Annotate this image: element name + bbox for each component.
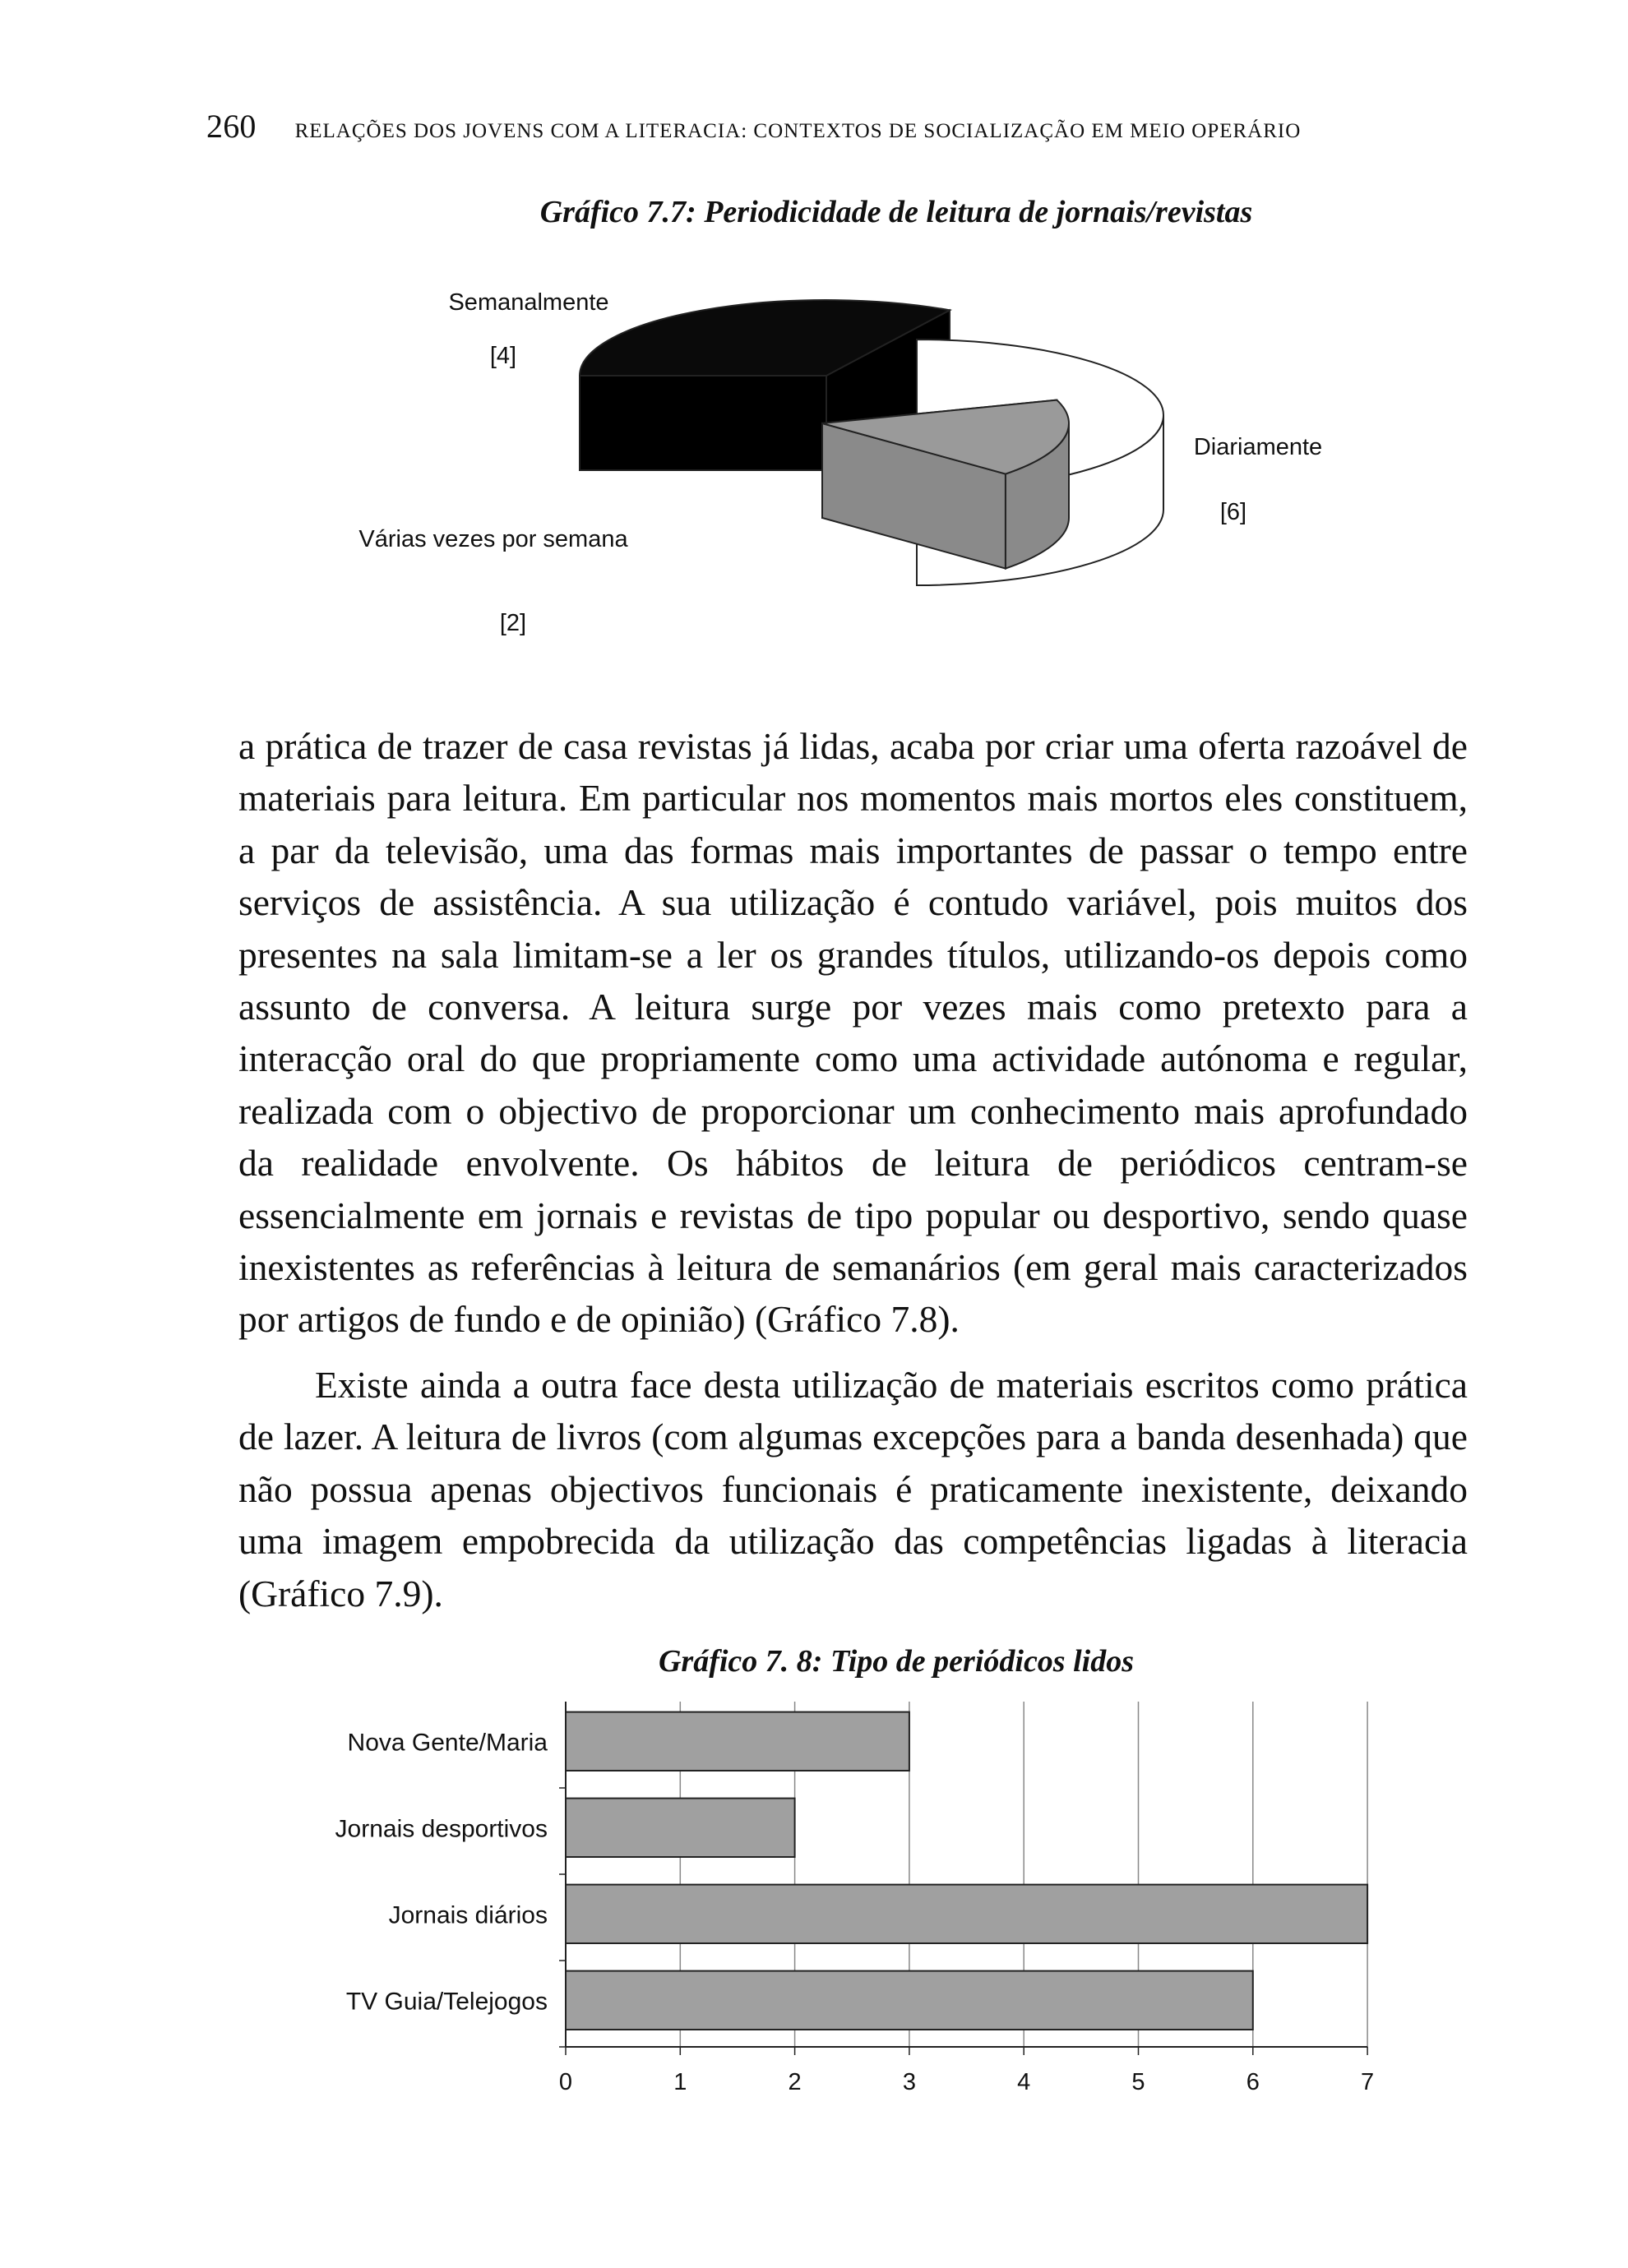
running-title: RELAÇÕES DOS JOVENS COM A LITERACIA: CONTEXTOS DE SOCIALIZAÇÃO EM MEIO OPERÁRIO xyxy=(294,120,1302,142)
pie-label-diariamente: Diariamente xyxy=(1193,434,1323,460)
pie-label-semanalmente: Semanalmente xyxy=(448,289,609,316)
bar-chart xyxy=(0,1677,1628,2104)
bar-label-tv-guia-telejogos: TV Guia/Telejogos xyxy=(345,1988,548,2016)
x-tick-label-1: 1 xyxy=(673,2069,687,2095)
bar-jornais-desportivos xyxy=(566,1799,795,1857)
page-number: 260 xyxy=(206,108,257,145)
paragraph-2-text: Existe ainda a outra face desta utilização de materiais escritos como prática de lazer. A leitura de livros (com algumas excepções para a banda desenhada) que não possua apenas objectivos funcionais é praticamente inexistente, deixando uma imagem empobrecida da utilização das competências ligadas à literacia (Gráfico 7.9). xyxy=(238,1364,1468,1614)
bar-jornais-diarios xyxy=(566,1885,1367,1943)
body-paragraph-2 xyxy=(238,1359,1468,1619)
x-tick-label-7: 7 xyxy=(1361,2069,1375,2095)
bar-tv-guia-telejogos xyxy=(566,1971,1253,2030)
body-paragraph-1 xyxy=(238,720,1468,1346)
pie-value-varias-vezes-por-semana: [2] xyxy=(499,610,527,636)
pie-chart xyxy=(0,0,1628,715)
x-tick-label-2: 2 xyxy=(788,2069,802,2095)
bar-label-jornais-desportivos: Jornais desportivos xyxy=(335,1815,548,1843)
x-tick-label-4: 4 xyxy=(1017,2069,1031,2095)
figure-7-8-caption: Gráfico 7. 8: Tipo de periódicos lidos xyxy=(658,1644,1134,1679)
pie-slice-varias-vezes-por-semana xyxy=(822,400,1069,569)
x-tick-label-5: 5 xyxy=(1131,2069,1145,2095)
bar-nova-gente-maria xyxy=(566,1712,909,1771)
x-tick-label-6: 6 xyxy=(1246,2069,1260,2095)
x-tick-label-3: 3 xyxy=(902,2069,916,2095)
bar-label-nova-gente-maria: Nova Gente/Maria xyxy=(347,1729,548,1757)
paragraph-1-text: a prática de trazer de casa revistas já lidas, acaba por criar uma oferta razoável de materiais para leitura. Em particular nos momentos mais mortos eles constituem, a par da televisão, uma das formas mais importantes de passar o tempo entre serviços de assistência. A sua utilização é contudo variável, pois muitos dos presentes na sala limitam-se a ler os grandes títulos, utilizando-os depois como assunto de conversa. A leitura surge por vezes mais como pretexto para a interacção oral do que propriamente como uma actividade autónoma e regular, realizada com o objectivo de proporcionar um conhecimento mais aprofundado da realidade envolvente. Os hábitos de leitura de periódicos centram-se essencialmente em jornais e revistas de tipo popular ou desportivo, sendo quase inexistentes as referências à leitura de semanários (em geral mais caracterizados por artigos de fundo e de opinião) (Gráfico 7.8). xyxy=(238,725,1468,1341)
bar-label-jornais-diarios: Jornais diários xyxy=(388,1901,548,1929)
pie-value-semanalmente: [4] xyxy=(489,343,517,369)
x-tick-label-0: 0 xyxy=(558,2069,573,2095)
pie-label-varias-vezes-por-semana: Várias vezes por semana xyxy=(358,526,628,552)
figure-7-7-caption: Gráfico 7.7: Periodicidade de leitura de jornais/revistas xyxy=(539,195,1253,229)
pie-value-diariamente: [6] xyxy=(1219,499,1247,525)
